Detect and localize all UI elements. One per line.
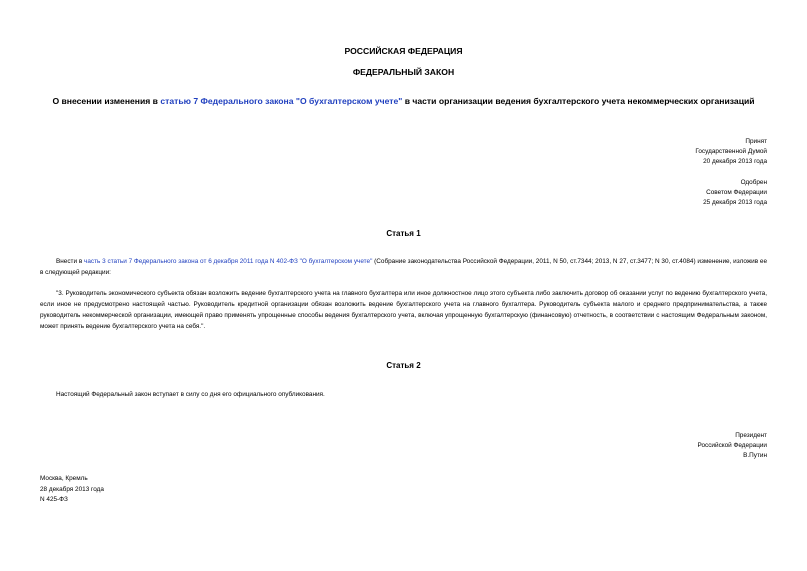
subtitle-law-link[interactable]: статью 7 Федерального закона "О бухгалтерском учете": [160, 96, 403, 106]
adopted-block: [695, 137, 767, 167]
article-1-law-link[interactable]: часть 3 статьи 7 Федерального закона от 6 декабря 2011 года N 402-ФЗ "О бухгалтерском учете": [84, 258, 373, 265]
adopted-body: Государственной Думой: [695, 148, 767, 155]
article-2-paragraph-1: Настоящий Федеральный закон вступает в силу со дня его официального опубликования.: [56, 391, 325, 398]
law-subtitle: [0, 96, 807, 106]
subtitle-prefix: О внесении изменения в: [52, 96, 161, 106]
footer-place: Москва, Кремль: [40, 475, 88, 482]
subtitle-suffix: в части организации ведения бухгалтерского учета некоммерческих организаций: [402, 96, 755, 106]
signature-country: Российской Федерации: [697, 442, 767, 449]
signature-title: Президент: [735, 432, 767, 439]
title-federal-law: ФЕДЕРАЛЬНЫЙ ЗАКОН: [352, 67, 455, 77]
article-1-heading: Статья 1: [386, 229, 421, 238]
footer-date: 28 декабря 2013 года: [40, 485, 104, 493]
article-2-heading: Статья 2: [386, 361, 421, 370]
article-1-paragraph-2: "3. Руководитель экономического субъекта обязан возложить ведение бухгалтерского учета на главного бухгалтера или иное должностное лицо этого субъекта либо заключить договор об оказании услуг по ведению бухгалтерского учета, если иное не предусмотрено настоящей частью. Руководитель кредитной организации обязан возложить ведение бухгалтерского учета на главного бухгалтера. Руководитель субъекта малого и среднего предпринимательства, а также руководитель некоммерческой организации, имеющей право применять упрощенные способы ведения бухгалтерского учета, включая упрощенную бухгалтерскую (финансовую) отчетность, в соответствии с настоящим Федеральным законом, может принять ведение бухгалтерского учета на себя.".: [40, 290, 767, 330]
title-russian-federation: РОССИЙСКАЯ ФЕДЕРАЦИЯ: [344, 46, 463, 56]
adopted-date: 20 декабря 2013 года: [703, 158, 767, 165]
signature-block: [698, 431, 768, 461]
approved-body: Советом Федерации: [706, 189, 767, 196]
footer-number: N 425-ФЗ: [40, 496, 68, 503]
signature-name: В.Путин: [743, 452, 767, 459]
approved-date: 25 декабря 2013 года: [703, 199, 767, 206]
a1p1-suffix: (Собрание законодательства Российской Федерации, 2011, N 50, ст.7344; 2013, N 27, ст.3477; N 30, ст.4084) изменение, изложив ее в следующей редакции:: [40, 258, 768, 276]
approved-block: [703, 178, 767, 208]
footer-block: [40, 474, 104, 506]
approved-label: Одобрен: [740, 179, 767, 186]
article-1-paragraph-1: [40, 256, 767, 278]
a1p1-prefix: Внести в: [56, 258, 85, 265]
adopted-label: Принят: [745, 138, 767, 145]
